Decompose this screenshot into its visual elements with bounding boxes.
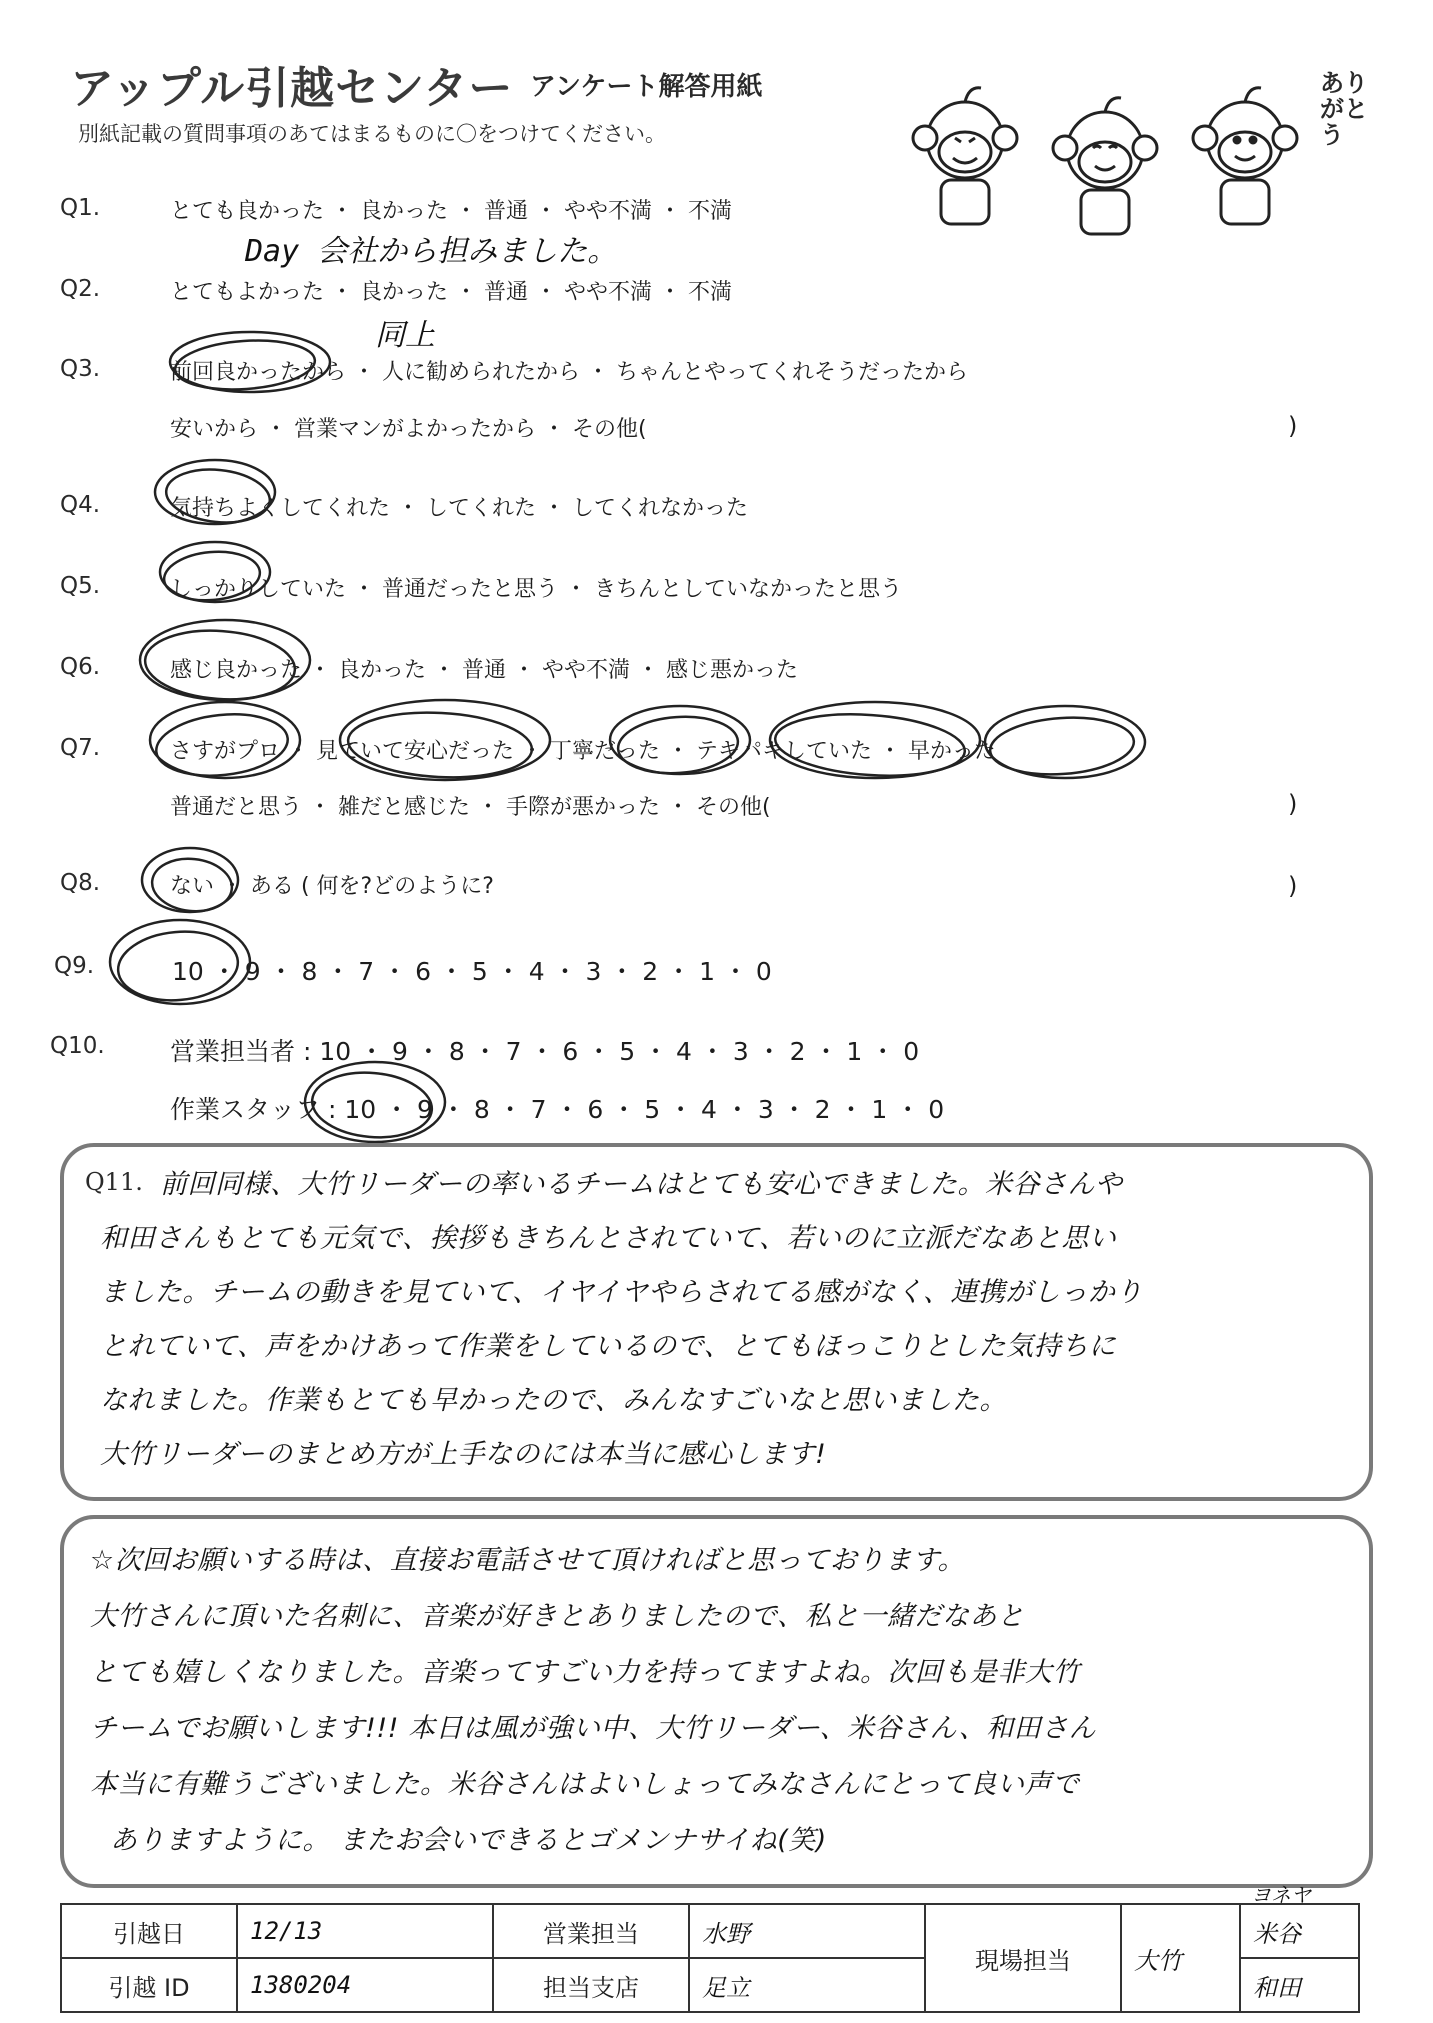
q7-options-line1: さすがプロ ・ 見ていて安心だった ・ 丁寧だった ・ テキパキしていた ・ 早かった (170, 739, 996, 764)
thanks-label: ありがとう (1320, 69, 1368, 149)
comment2-line-1: ☆次回お願いする時は、直接お電話させて頂ければと思っております。 (90, 1545, 966, 1576)
move-date-value: 12/13 (237, 1904, 493, 1958)
comment2-line-4: チームでお願いします!!! 本日は風が強い中、大竹リーダー、米谷さん、和田さん (90, 1713, 1097, 1744)
q8-options: ない ・ ある ( 何を?どのように? (170, 874, 494, 899)
q4-label: Q4. (60, 492, 101, 518)
comment2-line-5: 本当に有難うございました。米谷さんはよいしょってみなさんにとって良い声で (90, 1769, 1080, 1800)
site-staff-2-cell (1240, 1958, 1359, 2012)
comment2-line-6: ありますように。 またお会いできるとゴメンナサイね(笑) (110, 1825, 827, 1856)
move-id-value: 1380204 (237, 1958, 493, 2012)
form-subtitle: アンケート解答用紙 (530, 72, 763, 102)
comment2-line-3: とても嬉しくなりました。音楽ってすごい力を持ってますよね。次回も是非大竹 (90, 1657, 1080, 1688)
site-staff-1-name: 米谷 (1253, 1919, 1301, 1948)
q11-line-4: とれていて、声をかけあって作業をしているので、とてもほっこりとした気持ちに (100, 1331, 1117, 1362)
q1-options: とても良かった ・ 良かった ・ 普通 ・ やや不満 ・ 不満 (170, 199, 732, 224)
q3-label: Q3. (60, 356, 101, 382)
site-staff-leader (1121, 1904, 1240, 2012)
branch-value: 足立 (689, 1958, 925, 2012)
instructions: 別紙記載の質問事項のあてはまるものに〇をつけてください。 (78, 122, 666, 146)
q7-options-line2: 普通だと思う ・ 雑だと感じた ・ 手際が悪かった ・ その他( (170, 795, 771, 820)
q5-label: Q5. (60, 573, 101, 599)
site-staff-label: 現場担当 (925, 1904, 1121, 2012)
q11-line-6: 大竹リーダーのまとめ方が上手なのには本当に感心します! (100, 1439, 827, 1470)
q7-label: Q7. (60, 735, 101, 761)
q7-close-paren: ) (1288, 790, 1298, 818)
q8-label: Q8. (60, 870, 101, 896)
q9-label: Q9. (54, 953, 95, 979)
q4-options: 気持ちよくしてくれた ・ してくれた ・ してくれなかった (170, 496, 748, 521)
q11-line-1: 前回同様、大竹リーダーの率いるチームはとても安心できました。米谷さんや (160, 1169, 1123, 1200)
q2-label: Q2. (60, 276, 101, 302)
move-info-table (60, 1883, 1360, 2013)
q3-options-line1: 前回良かったから ・ 人に勧められたから ・ ちゃんとやってくれそうだったから (170, 360, 968, 385)
q2-options: とてもよかった ・ 良かった ・ 普通 ・ やや不満 ・ 不満 (170, 280, 732, 305)
q10-staff-scale: 作業スタッフ : 10 ・ 9 ・ 8 ・ 7 ・ 6 ・ 5 ・ 4 ・ 3 ・ 2 ・ 1 ・ 0 (170, 1095, 945, 1124)
q1-handwritten-note: Day 会社から担みました。 (245, 234, 618, 269)
q9-scale: 10 ・ 9 ・ 8 ・ 7 ・ 6 ・ 5 ・ 4 ・ 3 ・ 2 ・ 1 ・ 0 (172, 957, 772, 986)
q2-handwritten-note: 同上 (375, 318, 435, 353)
move-date-label: 引越日 (61, 1904, 237, 1958)
move-id-label: 引越 ID (61, 1958, 237, 2012)
branch-label: 担当支店 (493, 1958, 689, 2012)
q10-sales-scale: 営業担当者 : 10 ・ 9 ・ 8 ・ 7 ・ 6 ・ 5 ・ 4 ・ 3 ・ 2 ・ 1 ・ 0 (170, 1037, 920, 1066)
sales-rep-value: 水野 (689, 1904, 925, 1958)
site-staff-1-cell (1240, 1883, 1359, 1958)
site-staff-1-ruby: ヨネヤ (1251, 1883, 1311, 1907)
site-leader-name: 大竹 (1134, 1946, 1182, 1975)
q11-line-3: ました。チームの動きを見ていて、イヤイヤやらされてる感がなく、連携がしっかり (100, 1277, 1143, 1308)
q11-label: Q11. (85, 1168, 143, 1196)
q3-options-line2: 安いから ・ 営業マンがよかったから ・ その他( (170, 417, 647, 442)
q3-close-paren: ) (1288, 412, 1298, 440)
q6-label: Q6. (60, 654, 101, 680)
comment2-line-2: 大竹さんに頂いた名刺に、音楽が好きとありましたので、私と一緒だなあと (90, 1601, 1025, 1632)
q6-options: 感じ良かった ・ 良かった ・ 普通 ・ やや不満 ・ 感じ悪かった (170, 658, 798, 683)
q1-label: Q1. (60, 195, 101, 221)
sales-rep-label: 営業担当 (493, 1904, 689, 1958)
q5-options: しっかりしていた ・ 普通だったと思う ・ きちんとしていなかったと思う (170, 577, 902, 602)
q10-label: Q10. (50, 1033, 105, 1059)
site-staff-2-name: 和田 (1253, 1973, 1301, 2002)
q11-line-5: なれました。作業もとても早かったので、みんなすごいなと思いました。 (100, 1385, 1007, 1416)
q8-close-paren: ) (1288, 872, 1298, 900)
brand-title: アップル引越センター (70, 63, 514, 114)
q11-line-2: 和田さんもとても元気で、挨拶もきちんとされていて、若いのに立派だなあと思い (100, 1223, 1117, 1254)
